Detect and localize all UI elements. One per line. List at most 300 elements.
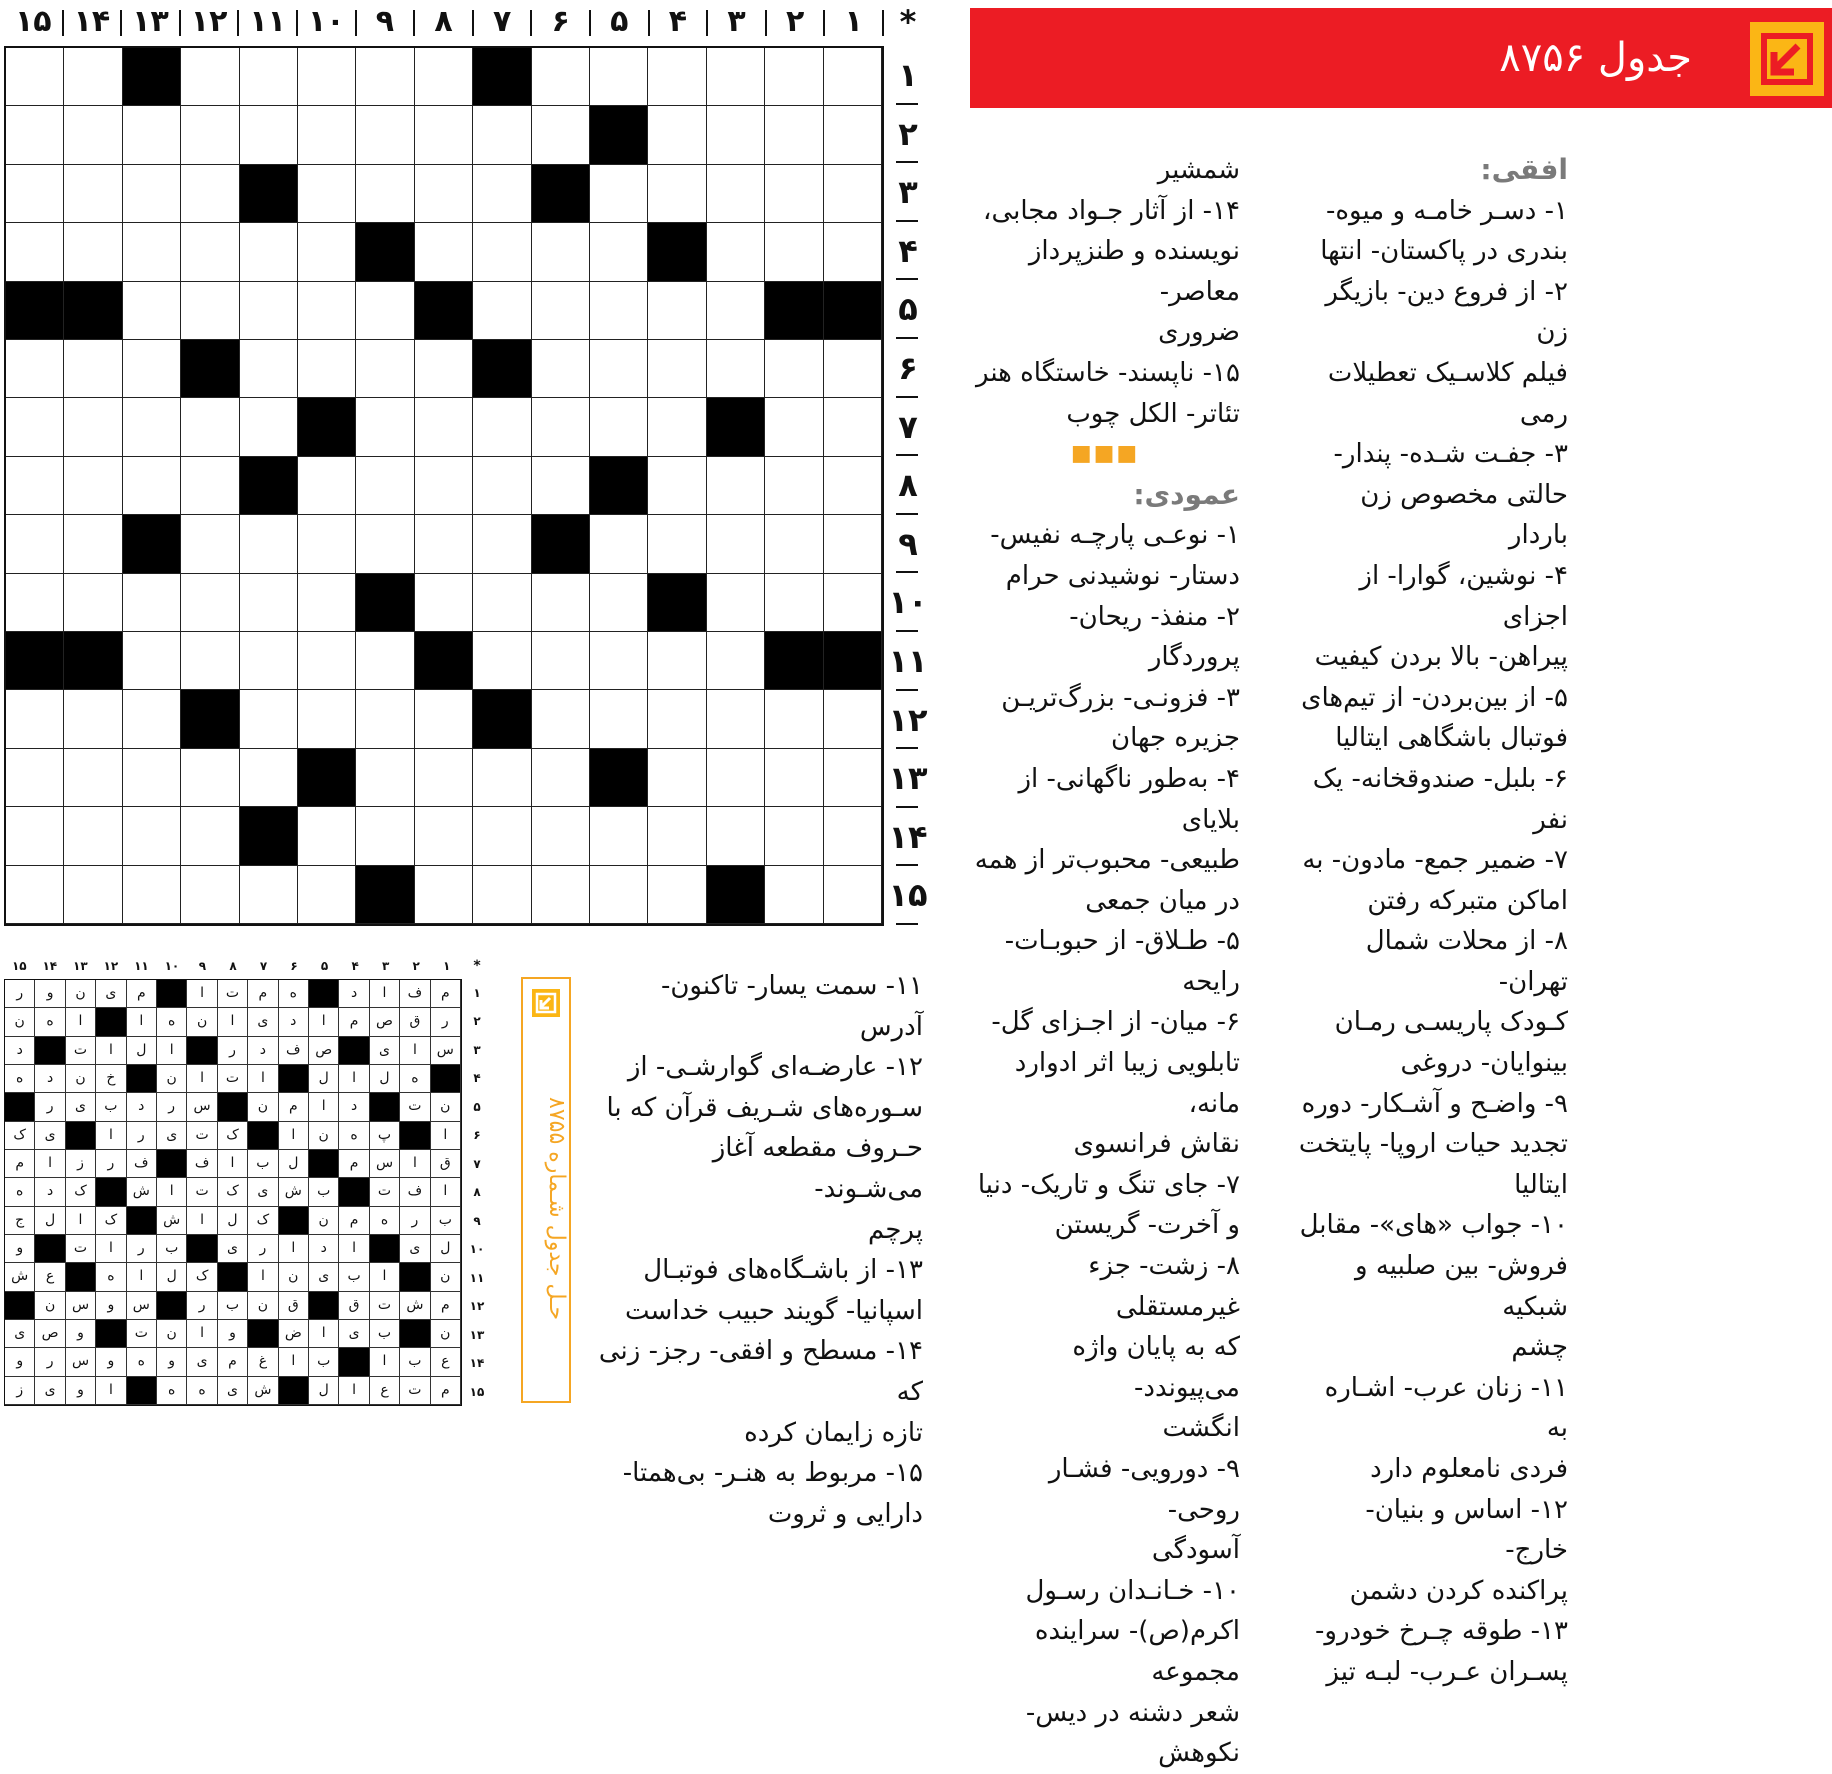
empty-cell[interactable] xyxy=(6,574,64,632)
empty-cell[interactable] xyxy=(356,398,414,456)
empty-cell[interactable] xyxy=(765,106,823,164)
solution-column-number: ۱ xyxy=(443,959,451,973)
empty-cell[interactable] xyxy=(648,282,706,340)
empty-cell[interactable] xyxy=(240,515,298,573)
solution-letter-cell: و xyxy=(66,1320,96,1348)
solution-letter-cell: ش xyxy=(279,1178,309,1206)
empty-cell[interactable] xyxy=(707,106,765,164)
empty-cell[interactable] xyxy=(824,515,882,573)
solution-column-number: ۵ xyxy=(320,959,329,973)
empty-cell[interactable] xyxy=(532,632,590,690)
empty-cell[interactable] xyxy=(123,340,181,398)
empty-cell[interactable] xyxy=(6,398,64,456)
across-clue-line: چشم xyxy=(1511,1332,1568,1363)
empty-cell[interactable] xyxy=(6,223,64,281)
empty-cell[interactable] xyxy=(707,223,765,281)
solution-row-number: ۱۲ xyxy=(469,1299,485,1314)
empty-cell[interactable] xyxy=(6,690,64,748)
solution-black-cell xyxy=(218,1093,248,1121)
solution-letter-cell: ی xyxy=(248,1178,278,1206)
empty-cell[interactable] xyxy=(765,749,823,807)
empty-cell[interactable] xyxy=(298,632,356,690)
empty-cell[interactable] xyxy=(824,866,882,924)
empty-cell[interactable] xyxy=(298,690,356,748)
empty-cell[interactable] xyxy=(415,515,473,573)
solution-letter-cell: ع xyxy=(35,1263,65,1291)
empty-cell[interactable] xyxy=(64,165,122,223)
empty-cell[interactable] xyxy=(240,223,298,281)
empty-cell[interactable] xyxy=(532,340,590,398)
empty-cell[interactable] xyxy=(181,457,239,515)
empty-cell[interactable] xyxy=(648,165,706,223)
empty-cell[interactable] xyxy=(298,282,356,340)
empty-cell[interactable] xyxy=(240,574,298,632)
empty-cell[interactable] xyxy=(765,398,823,456)
empty-cell[interactable] xyxy=(6,749,64,807)
empty-cell[interactable] xyxy=(415,398,473,456)
empty-cell[interactable] xyxy=(64,690,122,748)
down-clue-line: ۵- طـلاق- از حبوبـات- xyxy=(1004,926,1240,957)
solution-letter-cell: ف xyxy=(400,1178,430,1206)
empty-cell[interactable] xyxy=(6,866,64,924)
empty-cell[interactable] xyxy=(590,574,648,632)
empty-cell[interactable] xyxy=(298,223,356,281)
column-number: ۱۵ xyxy=(14,4,52,39)
empty-cell[interactable] xyxy=(473,457,531,515)
empty-cell[interactable] xyxy=(765,48,823,106)
solution-letter-cell: ع xyxy=(370,1377,400,1405)
empty-cell[interactable] xyxy=(6,340,64,398)
empty-cell[interactable] xyxy=(765,690,823,748)
empty-cell[interactable] xyxy=(356,457,414,515)
solution-black-cell xyxy=(157,1150,187,1178)
empty-cell[interactable] xyxy=(298,48,356,106)
empty-cell[interactable] xyxy=(415,807,473,865)
empty-cell[interactable] xyxy=(824,223,882,281)
empty-cell[interactable] xyxy=(648,690,706,748)
empty-cell[interactable] xyxy=(356,632,414,690)
down-clue-line: ۱- نوعـی پارچـه نفیس- xyxy=(990,520,1240,551)
empty-cell[interactable] xyxy=(590,515,648,573)
empty-cell[interactable] xyxy=(240,48,298,106)
empty-cell[interactable] xyxy=(298,807,356,865)
empty-cell[interactable] xyxy=(648,632,706,690)
empty-cell[interactable] xyxy=(824,48,882,106)
empty-cell[interactable] xyxy=(590,340,648,398)
empty-cell[interactable] xyxy=(356,690,414,748)
solution-black-cell xyxy=(157,1292,187,1320)
black-cell xyxy=(356,574,414,632)
down-clue-line: اکرم(ص)- سراینده مجموعه xyxy=(1034,1616,1240,1687)
solution-black-cell xyxy=(431,1065,461,1093)
solution-letter-cell: د xyxy=(127,1093,157,1121)
empty-cell[interactable] xyxy=(181,398,239,456)
empty-cell[interactable] xyxy=(415,165,473,223)
solution-black-cell xyxy=(248,1122,278,1150)
empty-cell[interactable] xyxy=(590,48,648,106)
empty-cell[interactable] xyxy=(298,165,356,223)
down-clue-line: نقاش فرانسوی xyxy=(1073,1129,1240,1160)
empty-cell[interactable] xyxy=(240,632,298,690)
empty-cell[interactable] xyxy=(356,106,414,164)
black-cell xyxy=(240,457,298,515)
across-clue-line: شمشیر xyxy=(1157,155,1240,185)
empty-cell[interactable] xyxy=(64,340,122,398)
empty-cell[interactable] xyxy=(648,398,706,456)
solution-letter-cell: د xyxy=(35,1065,65,1093)
down-clue-line: ۱۲- عارضـه‌ای گوارشـی- از xyxy=(627,1052,923,1083)
solution-letter-cell: ل xyxy=(35,1207,65,1235)
empty-cell[interactable] xyxy=(824,398,882,456)
solution-letter-cell: ه xyxy=(157,1377,187,1405)
solution-letter-cell: ی xyxy=(309,1263,339,1291)
empty-cell[interactable] xyxy=(590,398,648,456)
empty-cell[interactable] xyxy=(532,866,590,924)
empty-cell[interactable] xyxy=(590,282,648,340)
solution-black-cell xyxy=(66,1263,96,1291)
solution-letter-cell: ی xyxy=(66,1093,96,1121)
solution-letter-cell: و xyxy=(5,1348,35,1376)
empty-cell[interactable] xyxy=(123,866,181,924)
empty-cell[interactable] xyxy=(6,807,64,865)
down-clue-line: دستار- نوشیدنی حرام xyxy=(1005,560,1240,591)
empty-cell[interactable] xyxy=(473,223,531,281)
empty-cell[interactable] xyxy=(532,690,590,748)
empty-cell[interactable] xyxy=(356,282,414,340)
solution-letter-cell: ر xyxy=(35,1093,65,1121)
empty-cell[interactable] xyxy=(298,574,356,632)
empty-cell[interactable] xyxy=(415,223,473,281)
empty-cell[interactable] xyxy=(123,574,181,632)
empty-cell[interactable] xyxy=(532,749,590,807)
empty-cell[interactable] xyxy=(648,457,706,515)
solution-letter-cell: ت xyxy=(187,1122,217,1150)
empty-cell[interactable] xyxy=(64,807,122,865)
empty-cell[interactable] xyxy=(123,106,181,164)
empty-cell[interactable] xyxy=(356,807,414,865)
solution-letter-cell: د xyxy=(309,1235,339,1263)
empty-cell[interactable] xyxy=(240,282,298,340)
solution-letter-cell: ج xyxy=(5,1207,35,1235)
empty-cell[interactable] xyxy=(707,457,765,515)
empty-cell[interactable] xyxy=(648,515,706,573)
solution-letter-cell: ش xyxy=(248,1377,278,1405)
empty-cell[interactable] xyxy=(648,807,706,865)
empty-cell[interactable] xyxy=(64,515,122,573)
empty-cell[interactable] xyxy=(824,807,882,865)
empty-cell[interactable] xyxy=(64,574,122,632)
empty-cell[interactable] xyxy=(298,340,356,398)
empty-cell[interactable] xyxy=(824,574,882,632)
empty-cell[interactable] xyxy=(123,165,181,223)
across-clue-line: پسـران عـرب- لبـه تیز xyxy=(1326,1656,1568,1687)
solution-letter-cell: ت xyxy=(127,1320,157,1348)
solution-letter-cell: د xyxy=(35,1178,65,1206)
empty-cell[interactable] xyxy=(532,807,590,865)
empty-cell[interactable] xyxy=(473,165,531,223)
empty-cell[interactable] xyxy=(590,632,648,690)
empty-cell[interactable] xyxy=(473,515,531,573)
empty-cell[interactable] xyxy=(123,223,181,281)
down-clue-line: ۳- فزونـی- بزرگ‌تریـن xyxy=(1001,682,1240,713)
black-cell xyxy=(298,398,356,456)
empty-cell[interactable] xyxy=(707,48,765,106)
solution-letter-cell: ک xyxy=(248,1207,278,1235)
row-number: ۱ xyxy=(898,56,918,94)
row-number: ۲ xyxy=(898,114,918,153)
empty-cell[interactable] xyxy=(765,807,823,865)
solution-letter-cell: ت xyxy=(66,1037,96,1065)
empty-cell[interactable] xyxy=(415,866,473,924)
empty-cell[interactable] xyxy=(415,48,473,106)
across-clue-line: ایتالیا xyxy=(1514,1169,1568,1200)
down-clue-line: دارایی و ثروت xyxy=(767,1498,923,1529)
empty-cell[interactable] xyxy=(648,106,706,164)
empty-cell[interactable] xyxy=(473,574,531,632)
empty-cell[interactable] xyxy=(123,632,181,690)
empty-cell[interactable] xyxy=(64,866,122,924)
solution-black-cell xyxy=(187,1037,217,1065)
empty-cell[interactable] xyxy=(765,223,823,281)
solution-logo-icon xyxy=(532,989,560,1017)
empty-cell[interactable] xyxy=(64,48,122,106)
empty-cell[interactable] xyxy=(473,106,531,164)
empty-cell[interactable] xyxy=(824,457,882,515)
solution-letter-cell: ه xyxy=(339,1122,369,1150)
empty-cell[interactable] xyxy=(473,749,531,807)
empty-cell[interactable] xyxy=(473,866,531,924)
black-cell xyxy=(356,866,414,924)
empty-cell[interactable] xyxy=(532,223,590,281)
empty-cell[interactable] xyxy=(298,106,356,164)
empty-cell[interactable] xyxy=(765,574,823,632)
empty-cell[interactable] xyxy=(240,398,298,456)
empty-cell[interactable] xyxy=(765,866,823,924)
empty-cell[interactable] xyxy=(707,165,765,223)
empty-cell[interactable] xyxy=(6,48,64,106)
solution-letter-cell: ا xyxy=(279,1235,309,1263)
solution-letter-cell: ف xyxy=(279,1037,309,1065)
empty-cell[interactable] xyxy=(123,282,181,340)
empty-cell[interactable] xyxy=(64,398,122,456)
empty-cell[interactable] xyxy=(415,457,473,515)
across-clue-line: نویسنده و طنزپرداز معاصر- xyxy=(1028,236,1240,307)
empty-cell[interactable] xyxy=(240,690,298,748)
solution-letter-cell: ا xyxy=(370,1348,400,1376)
empty-cell[interactable] xyxy=(64,106,122,164)
black-cell xyxy=(123,515,181,573)
black-cell xyxy=(824,282,882,340)
empty-cell[interactable] xyxy=(123,457,181,515)
empty-cell[interactable] xyxy=(123,807,181,865)
empty-cell[interactable] xyxy=(532,574,590,632)
empty-cell[interactable] xyxy=(415,340,473,398)
down-clue-line: شعر دشنه در دیس- نکوهش xyxy=(1025,1697,1240,1769)
empty-cell[interactable] xyxy=(590,866,648,924)
empty-cell[interactable] xyxy=(590,223,648,281)
solution-row-number: ۹ xyxy=(473,1213,481,1228)
empty-cell[interactable] xyxy=(6,457,64,515)
empty-cell[interactable] xyxy=(532,282,590,340)
empty-cell[interactable] xyxy=(648,340,706,398)
empty-cell[interactable] xyxy=(123,690,181,748)
column-number: ۶ xyxy=(551,4,570,39)
empty-cell[interactable] xyxy=(240,340,298,398)
black-cell xyxy=(298,749,356,807)
empty-cell[interactable] xyxy=(181,165,239,223)
empty-cell[interactable] xyxy=(240,749,298,807)
empty-cell[interactable] xyxy=(765,165,823,223)
empty-cell[interactable] xyxy=(298,457,356,515)
empty-cell[interactable] xyxy=(298,866,356,924)
empty-cell[interactable] xyxy=(532,48,590,106)
solution-letter-cell: ن xyxy=(5,1008,35,1036)
empty-cell[interactable] xyxy=(765,515,823,573)
down-clue-line: ۱۵- مربوط به هنـر- بی‌همتا- xyxy=(622,1458,923,1489)
column-number: ۹ xyxy=(375,4,395,39)
empty-cell[interactable] xyxy=(590,807,648,865)
solution-letter-cell: ه xyxy=(5,1178,35,1206)
empty-cell[interactable] xyxy=(415,749,473,807)
empty-cell[interactable] xyxy=(6,515,64,573)
black-cell xyxy=(707,398,765,456)
down-heading: عمودی: xyxy=(1133,477,1240,511)
empty-cell[interactable] xyxy=(824,749,882,807)
empty-cell[interactable] xyxy=(181,48,239,106)
empty-cell[interactable] xyxy=(181,574,239,632)
across-clue-line: ضروری xyxy=(1158,317,1240,348)
black-cell xyxy=(532,165,590,223)
empty-cell[interactable] xyxy=(707,690,765,748)
empty-cell[interactable] xyxy=(648,48,706,106)
solution-letter-cell: د xyxy=(5,1037,35,1065)
down-clue-line: حـروف مقطعه آغاز می‌شـوند- xyxy=(712,1133,923,1204)
across-clue-line: ۱۳- طوقه چـرخ خودرو- xyxy=(1315,1616,1568,1647)
solution-column-number: ۱۵ xyxy=(11,959,27,973)
empty-cell[interactable] xyxy=(181,866,239,924)
column-number: ۱۴ xyxy=(73,4,111,39)
across-clue-line: ۷- ضمیر جمع- مادون- به xyxy=(1302,845,1568,876)
empty-cell[interactable] xyxy=(707,515,765,573)
down-clue-line: ۶- میان- از اجـزای گل- xyxy=(991,1007,1240,1038)
solution-letter-cell: ا xyxy=(187,1207,217,1235)
black-cell xyxy=(532,515,590,573)
solution-letter-cell: ر xyxy=(187,1292,217,1320)
empty-cell[interactable] xyxy=(181,515,239,573)
solution-letter-cell: س xyxy=(66,1292,96,1320)
empty-cell[interactable] xyxy=(240,106,298,164)
solution-section xyxy=(4,955,491,1406)
solution-black-cell xyxy=(127,1065,157,1093)
empty-cell[interactable] xyxy=(64,457,122,515)
empty-cell[interactable] xyxy=(123,749,181,807)
empty-cell[interactable] xyxy=(415,106,473,164)
solution-row-number: ۱ xyxy=(473,986,481,1000)
empty-cell[interactable] xyxy=(298,515,356,573)
empty-cell[interactable] xyxy=(181,223,239,281)
solution-letter-cell: ت xyxy=(66,1235,96,1263)
solution-letter-cell: ف xyxy=(400,980,430,1008)
empty-cell[interactable] xyxy=(415,690,473,748)
empty-cell[interactable] xyxy=(356,340,414,398)
black-cell xyxy=(181,340,239,398)
empty-cell[interactable] xyxy=(590,165,648,223)
row-number: ۵ xyxy=(898,290,918,329)
empty-cell[interactable] xyxy=(181,282,239,340)
empty-cell[interactable] xyxy=(356,749,414,807)
empty-cell[interactable] xyxy=(824,690,882,748)
empty-cell[interactable] xyxy=(415,574,473,632)
empty-cell[interactable] xyxy=(6,106,64,164)
solution-letter-cell: ه xyxy=(400,1065,430,1093)
down-clue-line: ۴- به‌طور ناگهانی- از بلایای xyxy=(1018,763,1240,835)
across-clue-line: فیلم کلاسـیک تعطیلات xyxy=(1327,357,1568,388)
solution-letter-cell: و xyxy=(96,1292,126,1320)
empty-cell[interactable] xyxy=(707,282,765,340)
empty-cell[interactable] xyxy=(532,457,590,515)
empty-cell[interactable] xyxy=(123,398,181,456)
empty-cell[interactable] xyxy=(473,398,531,456)
row-number: ۷ xyxy=(898,407,918,446)
empty-cell[interactable] xyxy=(181,807,239,865)
empty-cell[interactable] xyxy=(707,749,765,807)
solution-column-number: ۲ xyxy=(412,959,420,973)
empty-cell[interactable] xyxy=(648,749,706,807)
solution-black-cell xyxy=(339,1178,369,1206)
empty-cell[interactable] xyxy=(532,398,590,456)
empty-cell[interactable] xyxy=(473,282,531,340)
empty-cell[interactable] xyxy=(473,632,531,690)
solution-column-number: ۱۰ xyxy=(164,959,180,973)
empty-cell[interactable] xyxy=(181,749,239,807)
empty-cell[interactable] xyxy=(356,515,414,573)
solution-letter-cell: ه xyxy=(157,1008,187,1036)
empty-cell[interactable] xyxy=(356,48,414,106)
empty-cell[interactable] xyxy=(590,690,648,748)
empty-cell[interactable] xyxy=(64,749,122,807)
empty-cell[interactable] xyxy=(765,457,823,515)
empty-cell[interactable] xyxy=(648,866,706,924)
empty-cell[interactable] xyxy=(356,165,414,223)
empty-cell[interactable] xyxy=(707,807,765,865)
solution-letter-cell: ا xyxy=(309,1008,339,1036)
solution-letter-cell: ب xyxy=(248,1150,278,1178)
empty-cell[interactable] xyxy=(824,165,882,223)
solution-letter-cell: ا xyxy=(187,1320,217,1348)
empty-cell[interactable] xyxy=(64,223,122,281)
empty-cell[interactable] xyxy=(707,632,765,690)
across-clue-line: فروش- بین صلبیه و شبکیه xyxy=(1355,1251,1568,1322)
empty-cell[interactable] xyxy=(824,340,882,398)
empty-cell[interactable] xyxy=(765,340,823,398)
empty-cell[interactable] xyxy=(240,866,298,924)
empty-cell[interactable] xyxy=(824,106,882,164)
empty-cell[interactable] xyxy=(473,807,531,865)
across-clue-line: حالتی مخصوص زن باردار xyxy=(1360,479,1568,551)
solution-letter-cell: ر xyxy=(218,1037,248,1065)
solution-letter-cell: س xyxy=(66,1348,96,1376)
empty-cell[interactable] xyxy=(707,574,765,632)
black-cell xyxy=(356,223,414,281)
empty-cell[interactable] xyxy=(181,632,239,690)
empty-cell[interactable] xyxy=(532,106,590,164)
solution-row-number: ۲ xyxy=(473,1014,481,1029)
across-clue-line: بندری در پاکستان- انتها xyxy=(1320,236,1568,267)
empty-cell[interactable] xyxy=(6,165,64,223)
empty-cell[interactable] xyxy=(181,106,239,164)
empty-cell[interactable] xyxy=(707,340,765,398)
puzzle-title: جدول ۸۷۵۶ xyxy=(1499,35,1692,81)
